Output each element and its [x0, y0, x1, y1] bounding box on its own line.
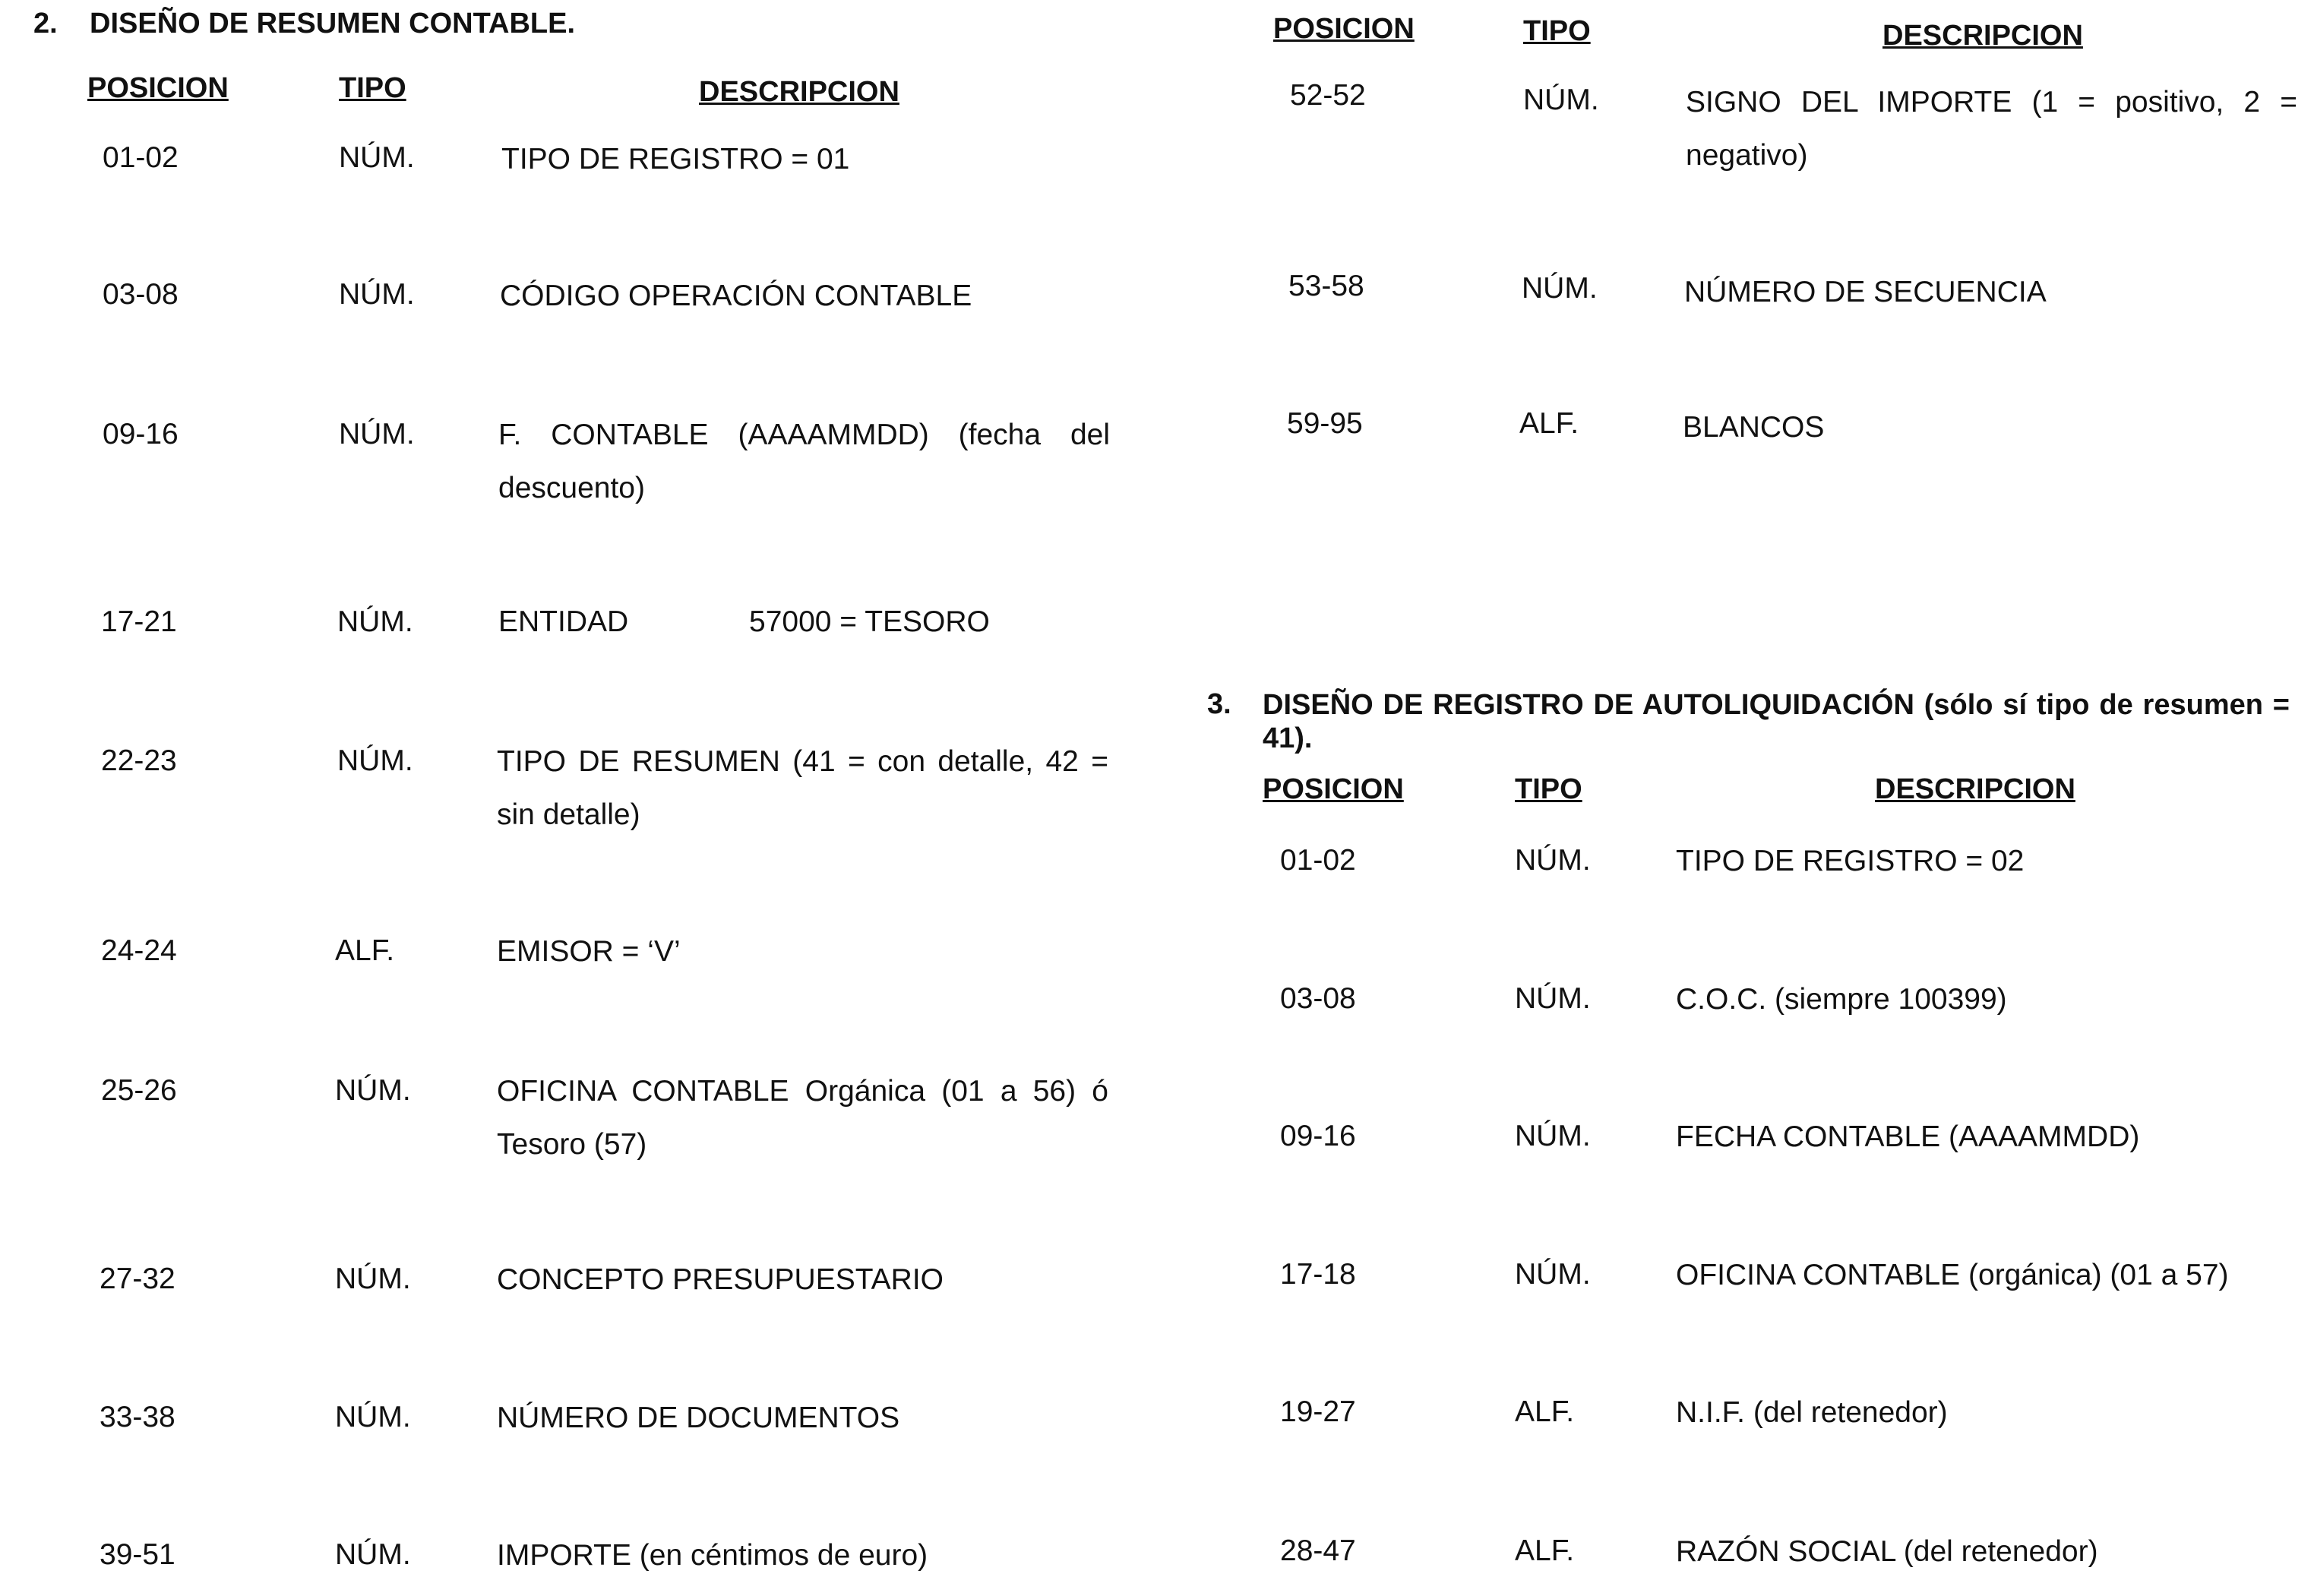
left-row-5-pos: 22-23: [101, 744, 177, 777]
left-row-6-tipo: ALF.: [335, 934, 395, 967]
section-2-number: 2.: [33, 8, 58, 40]
left-row-8-tipo: NÚM.: [335, 1263, 411, 1295]
left-row-8-desc: CONCEPTO PRESUPUESTARIO: [497, 1263, 944, 1296]
left-row-4-pos: 17-21: [101, 605, 177, 638]
right-bottom-header-tipo: TIPO: [1515, 773, 1582, 805]
right-bottom-row-5-pos: 19-27: [1280, 1395, 1356, 1428]
left-row-6-desc: EMISOR = ‘V’: [497, 935, 681, 968]
right-bottom-row-3-tipo: NÚM.: [1515, 1120, 1591, 1152]
left-row-4-note: 57000 = TESORO: [749, 605, 990, 638]
right-top-row-3-pos: 59-95: [1287, 407, 1363, 440]
right-top-row-1-tipo: NÚM.: [1523, 84, 1599, 116]
left-row-2-pos: 03-08: [103, 278, 179, 311]
left-row-2-tipo: NÚM.: [339, 278, 415, 311]
left-header-descripcion: DESCRIPCION: [699, 76, 899, 108]
right-bottom-row-2-pos: 03-08: [1280, 982, 1356, 1015]
right-top-row-1-desc: SIGNO DEL IMPORTE (1 = positivo, 2 = negativo): [1686, 86, 2297, 172]
left-row-7-tipo: NÚM.: [335, 1074, 411, 1107]
left-row-4-desc: ENTIDAD: [498, 605, 629, 638]
right-top-header-tipo: TIPO: [1523, 15, 1591, 47]
left-row-7-pos: 25-26: [101, 1074, 177, 1107]
right-bottom-row-3-pos: 09-16: [1280, 1120, 1356, 1152]
right-bottom-row-1-tipo: NÚM.: [1515, 844, 1591, 877]
left-row-9-tipo: NÚM.: [335, 1401, 411, 1433]
right-bottom-row-1-pos: 01-02: [1280, 844, 1356, 877]
left-row-2-desc: CÓDIGO OPERACIÓN CONTABLE: [500, 280, 972, 312]
section-2-title: DISEÑO DE RESUMEN CONTABLE.: [90, 8, 576, 40]
right-bottom-row-1-desc: TIPO DE REGISTRO = 02: [1676, 845, 2025, 877]
right-top-header-posicion: POSICION: [1273, 13, 1415, 45]
left-row-1-desc: TIPO DE REGISTRO = 01: [501, 143, 850, 175]
right-bottom-row-6-desc: RAZÓN SOCIAL (del retenedor): [1676, 1535, 2098, 1568]
right-top-row-2-tipo: NÚM.: [1522, 272, 1598, 305]
left-row-9-desc: NÚMERO DE DOCUMENTOS: [497, 1402, 900, 1434]
right-top-row-2-pos: 53-58: [1288, 270, 1364, 302]
right-bottom-row-6-pos: 28-47: [1280, 1534, 1356, 1567]
left-header-posicion: POSICION: [87, 72, 229, 104]
right-bottom-header-posicion: POSICION: [1263, 773, 1404, 805]
right-bottom-row-4-desc: OFICINA CONTABLE (orgánica) (01 a 57): [1676, 1259, 2229, 1291]
left-row-10-pos: 39-51: [100, 1538, 175, 1571]
right-top-row-3-desc: BLANCOS: [1683, 411, 1825, 444]
right-bottom-row-4-tipo: NÚM.: [1515, 1258, 1591, 1291]
section-3-number: 3.: [1207, 688, 1231, 720]
right-bottom-row-5-desc: N.I.F. (del retenedor): [1676, 1396, 1948, 1429]
right-bottom-row-5-tipo: ALF.: [1515, 1395, 1575, 1428]
right-bottom-row-4-pos: 17-18: [1280, 1258, 1356, 1291]
right-top-row-1-pos: 52-52: [1290, 79, 1366, 112]
section-3-title: DISEÑO DE REGISTRO DE AUTOLIQUIDACIÓN (sólo sí tipo de resumen = 41).: [1263, 689, 2290, 754]
left-row-1-tipo: NÚM.: [339, 141, 415, 174]
left-row-1-pos: 01-02: [103, 141, 179, 174]
left-row-4-tipo: NÚM.: [337, 605, 413, 638]
right-bottom-row-2-desc: C.O.C. (siempre 100399): [1676, 983, 2007, 1016]
left-row-10-tipo: NÚM.: [335, 1538, 411, 1571]
left-header-tipo: TIPO: [339, 72, 406, 104]
left-row-6-pos: 24-24: [101, 934, 177, 967]
left-row-3-desc: F. CONTABLE (AAAAMMDD) (fecha del descuento): [498, 419, 1110, 504]
right-top-header-descripcion: DESCRIPCION: [1882, 20, 2083, 52]
left-row-3-tipo: NÚM.: [339, 418, 415, 450]
left-row-5-tipo: NÚM.: [337, 744, 413, 777]
right-top-row-3-tipo: ALF.: [1519, 407, 1579, 440]
left-row-5-desc: TIPO DE RESUMEN (41 = con detalle, 42 = sin detalle): [497, 745, 1108, 831]
right-bottom-row-2-tipo: NÚM.: [1515, 982, 1591, 1015]
left-row-7-desc: OFICINA CONTABLE Orgánica (01 a 56) ó Tesoro (57): [497, 1075, 1108, 1161]
right-bottom-row-3-desc: FECHA CONTABLE (AAAAMMDD): [1676, 1120, 2140, 1153]
left-row-3-pos: 09-16: [103, 418, 179, 450]
left-row-10-desc: IMPORTE (en céntimos de euro): [497, 1539, 928, 1572]
right-bottom-header-descripcion: DESCRIPCION: [1875, 773, 2075, 805]
left-row-9-pos: 33-38: [100, 1401, 175, 1433]
right-top-row-2-desc: NÚMERO DE SECUENCIA: [1684, 276, 2047, 308]
left-row-8-pos: 27-32: [100, 1263, 175, 1295]
right-bottom-row-6-tipo: ALF.: [1515, 1534, 1575, 1567]
